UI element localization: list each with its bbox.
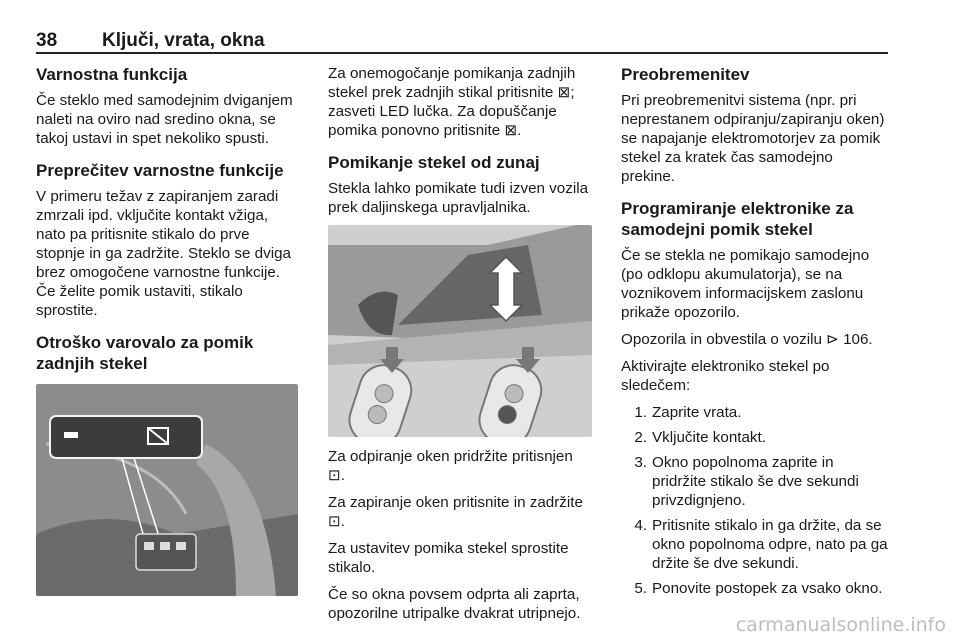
text-warnings-ref: Opozorila in obvestila o vozilu ⊳ 106.	[621, 331, 873, 348]
text-activate: Aktivirajte elektroniko stekel po sledečem:	[621, 358, 830, 394]
text-overload: Pri preobremenitvi sistema (npr. pri neprestanem odpiranju/zapiranju oken) se napajanje elektromotorjev za pomik stekel za kratek čas samodejno prekine.	[621, 92, 885, 185]
text-safety-function: Če steklo med samodejnim dviganjem naleti na oviro nad sredino okna, se takoj ustavi in spet nekoliko spusti.	[36, 92, 293, 147]
text-close: Za zapiranje oken pritisnite in zadržite ⊡.	[328, 494, 583, 530]
text-flash: Če so okna povsem odprta ali zaprta, opozorilne utripalke dvakrat utripnejo.	[328, 586, 581, 622]
header-rule	[36, 52, 888, 54]
list-item: 4. Pritisnite stikalo in ga držite, da se okno popolnoma odpre, nato pa ga držite še dve sekundi.	[634, 517, 888, 572]
page-title: Ključi, vrata, okna	[102, 30, 265, 51]
text-programming: Če se stekla ne pomikajo samodejno (po odklopu akumulatorja), se na voznikovem informacijskem zaslonu prikaže opozorilo.	[621, 247, 870, 321]
page-number: 38	[36, 30, 58, 51]
figure-child-lock-switch	[36, 384, 298, 596]
text-disable-rear: Za onemogočanje pomikanja zadnjih stekel prek zadnjih stikal pritisnite ⊠; zasveti LED lučka. Za dopuščanje pomika ponovno pritisnite ⊠.	[328, 65, 576, 139]
column-2	[328, 64, 592, 631]
heading-child-lock: Otroško varovalo za pomik zadnjih stekel	[36, 333, 254, 373]
column-1	[36, 64, 298, 604]
text-open: Za odpiranje oken pridržite pritisnjen ⊡.	[328, 448, 573, 484]
steps-list	[621, 403, 889, 598]
list-item: 1. Zaprite vrata.	[634, 404, 742, 421]
heading-remote: Pomikanje stekel od zunaj	[328, 153, 540, 172]
text-stop: Za ustavitev pomika stekel sprostite stikalo.	[328, 540, 569, 576]
list-item: 3. Okno popolnoma zaprite in pridržite stikalo še dve sekundi privzdignjeno.	[634, 454, 859, 509]
heading-override: Preprečitev varnostne funkcije	[36, 161, 284, 180]
list-item: 2. Vključite kontakt.	[634, 429, 766, 446]
text-override: V primeru težav z zapiranjem zaradi zmrzali ipd. vključite kontakt vžiga, nato pa pritisnite stikalo do prve stopnje in ga zadržite. Steklo se dviga brez omogočene varnostne funkcije. Če želite pomik ustaviti, stikalo sprostite.	[36, 188, 291, 319]
heading-safety-function: Varnostna funkcija	[36, 65, 188, 84]
text-remote: Stekla lahko pomikate tudi izven vozila prek daljinskega upravljalnika.	[328, 180, 589, 216]
watermark: carmanualsonline.info	[735, 614, 946, 636]
page-header	[36, 30, 265, 52]
heading-programming: Programiranje elektronike za samodejni pomik stekel	[621, 199, 854, 239]
figure-remote-windows	[328, 225, 592, 437]
heading-overload: Preobremenitev	[621, 65, 750, 84]
column-3	[621, 64, 889, 604]
list-item: 5. Ponovite postopek za vsako okno.	[634, 580, 883, 597]
